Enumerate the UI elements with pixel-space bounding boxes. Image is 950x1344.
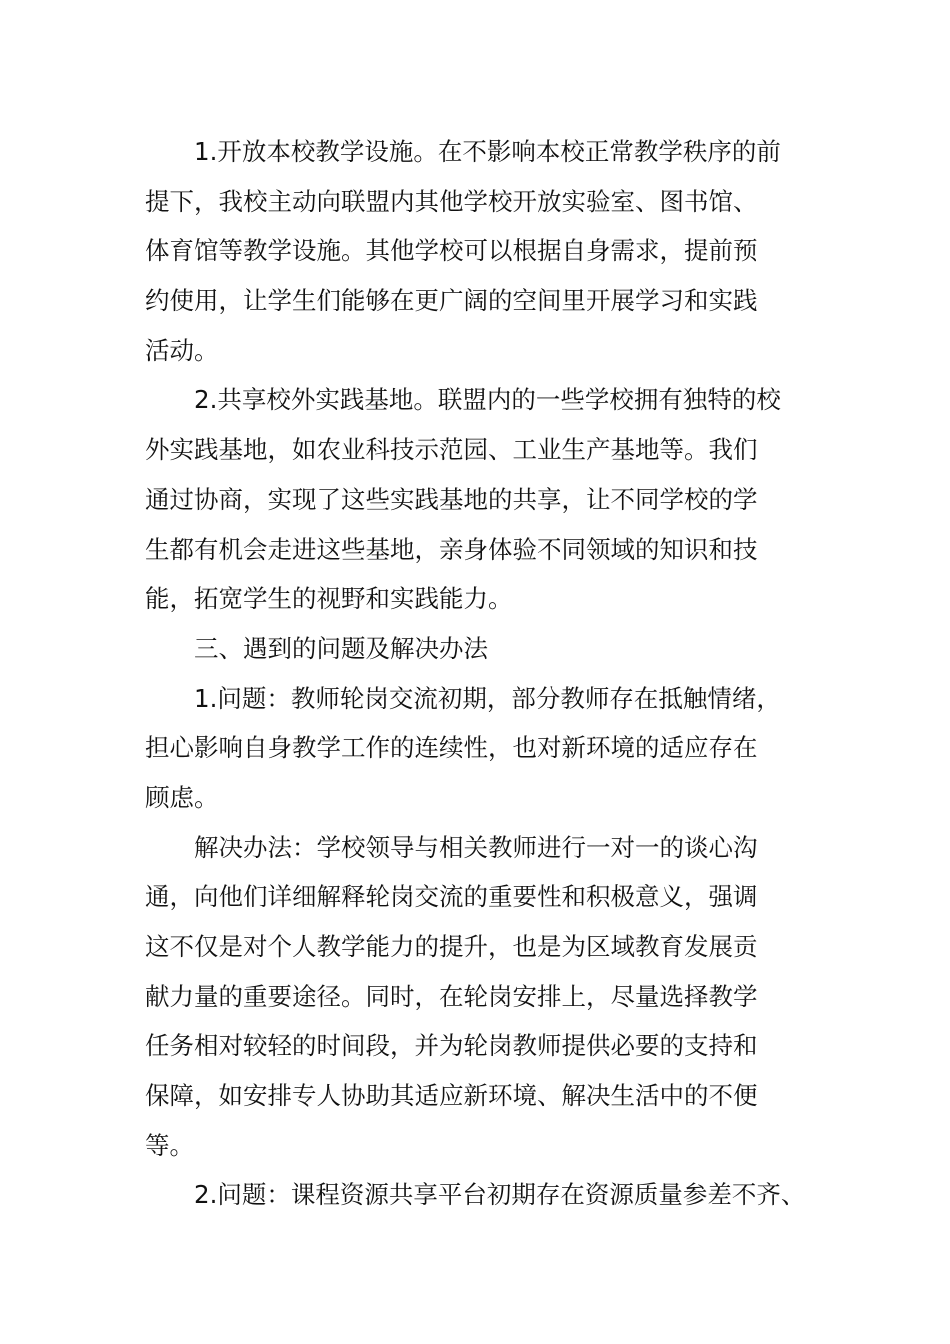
text-line: 外实践基地，如农业科技示范园、工业生产基地等。我们 [145,435,758,465]
text-line: 1.问题：教师轮岗交流初期，部分教师存在抵触情绪， [194,683,781,713]
text-line: 提下，我校主动向联盟内其他学校开放实验室、图书馆、 [145,186,758,216]
text-line: 顾虑。 [145,782,219,812]
text-line: 体育馆等教学设施。其他学校可以根据自身需求，提前预 [145,236,758,266]
text-line: 通，向他们详细解释轮岗交流的重要性和积极意义，强调 [145,882,758,912]
text-line: 2.共享校外实践基地。联盟内的一些学校拥有独特的校 [194,385,781,415]
text-line: 解决办法：学校领导与相关教师进行一对一的谈心沟 [194,832,758,862]
text-line: 等。 [145,1130,194,1160]
text-line: 2.问题：课程资源共享平台初期存在资源质量参差不齐、 [194,1180,806,1210]
text-line: 担心影响自身教学工作的连续性，也对新环境的适应存在 [145,733,758,763]
text-line: 这不仅是对个人教学能力的提升，也是为区域教育发展贡 [145,932,758,961]
text-line: 1.开放本校教学设施。在不影响本校正常教学秩序的前 [194,137,781,166]
text-line: 能，拓宽学生的视野和实践能力。 [145,584,513,614]
section-heading: 三、遇到的问题及解决办法 [194,633,488,663]
text-line: 献力量的重要途径。同时，在轮岗安排上，尽量选择教学 [145,981,758,1011]
document-body [145,127,807,1220]
text-line: 活动。 [145,335,219,365]
text-line: 任务相对较轻的时间段，并为轮岗教师提供必要的支持和 [145,1031,758,1061]
text-line: 通过协商，实现了这些实践基地的共享，让不同学校的学 [145,484,758,514]
text-line: 约使用，让学生们能够在更广阔的空间里开展学习和实践 [145,286,758,316]
text-line: 保障，如安排专人协助其适应新环境、解决生活中的不便 [145,1081,758,1111]
text-line: 生都有机会走进这些基地，亲身体验不同领域的知识和技 [145,534,758,564]
